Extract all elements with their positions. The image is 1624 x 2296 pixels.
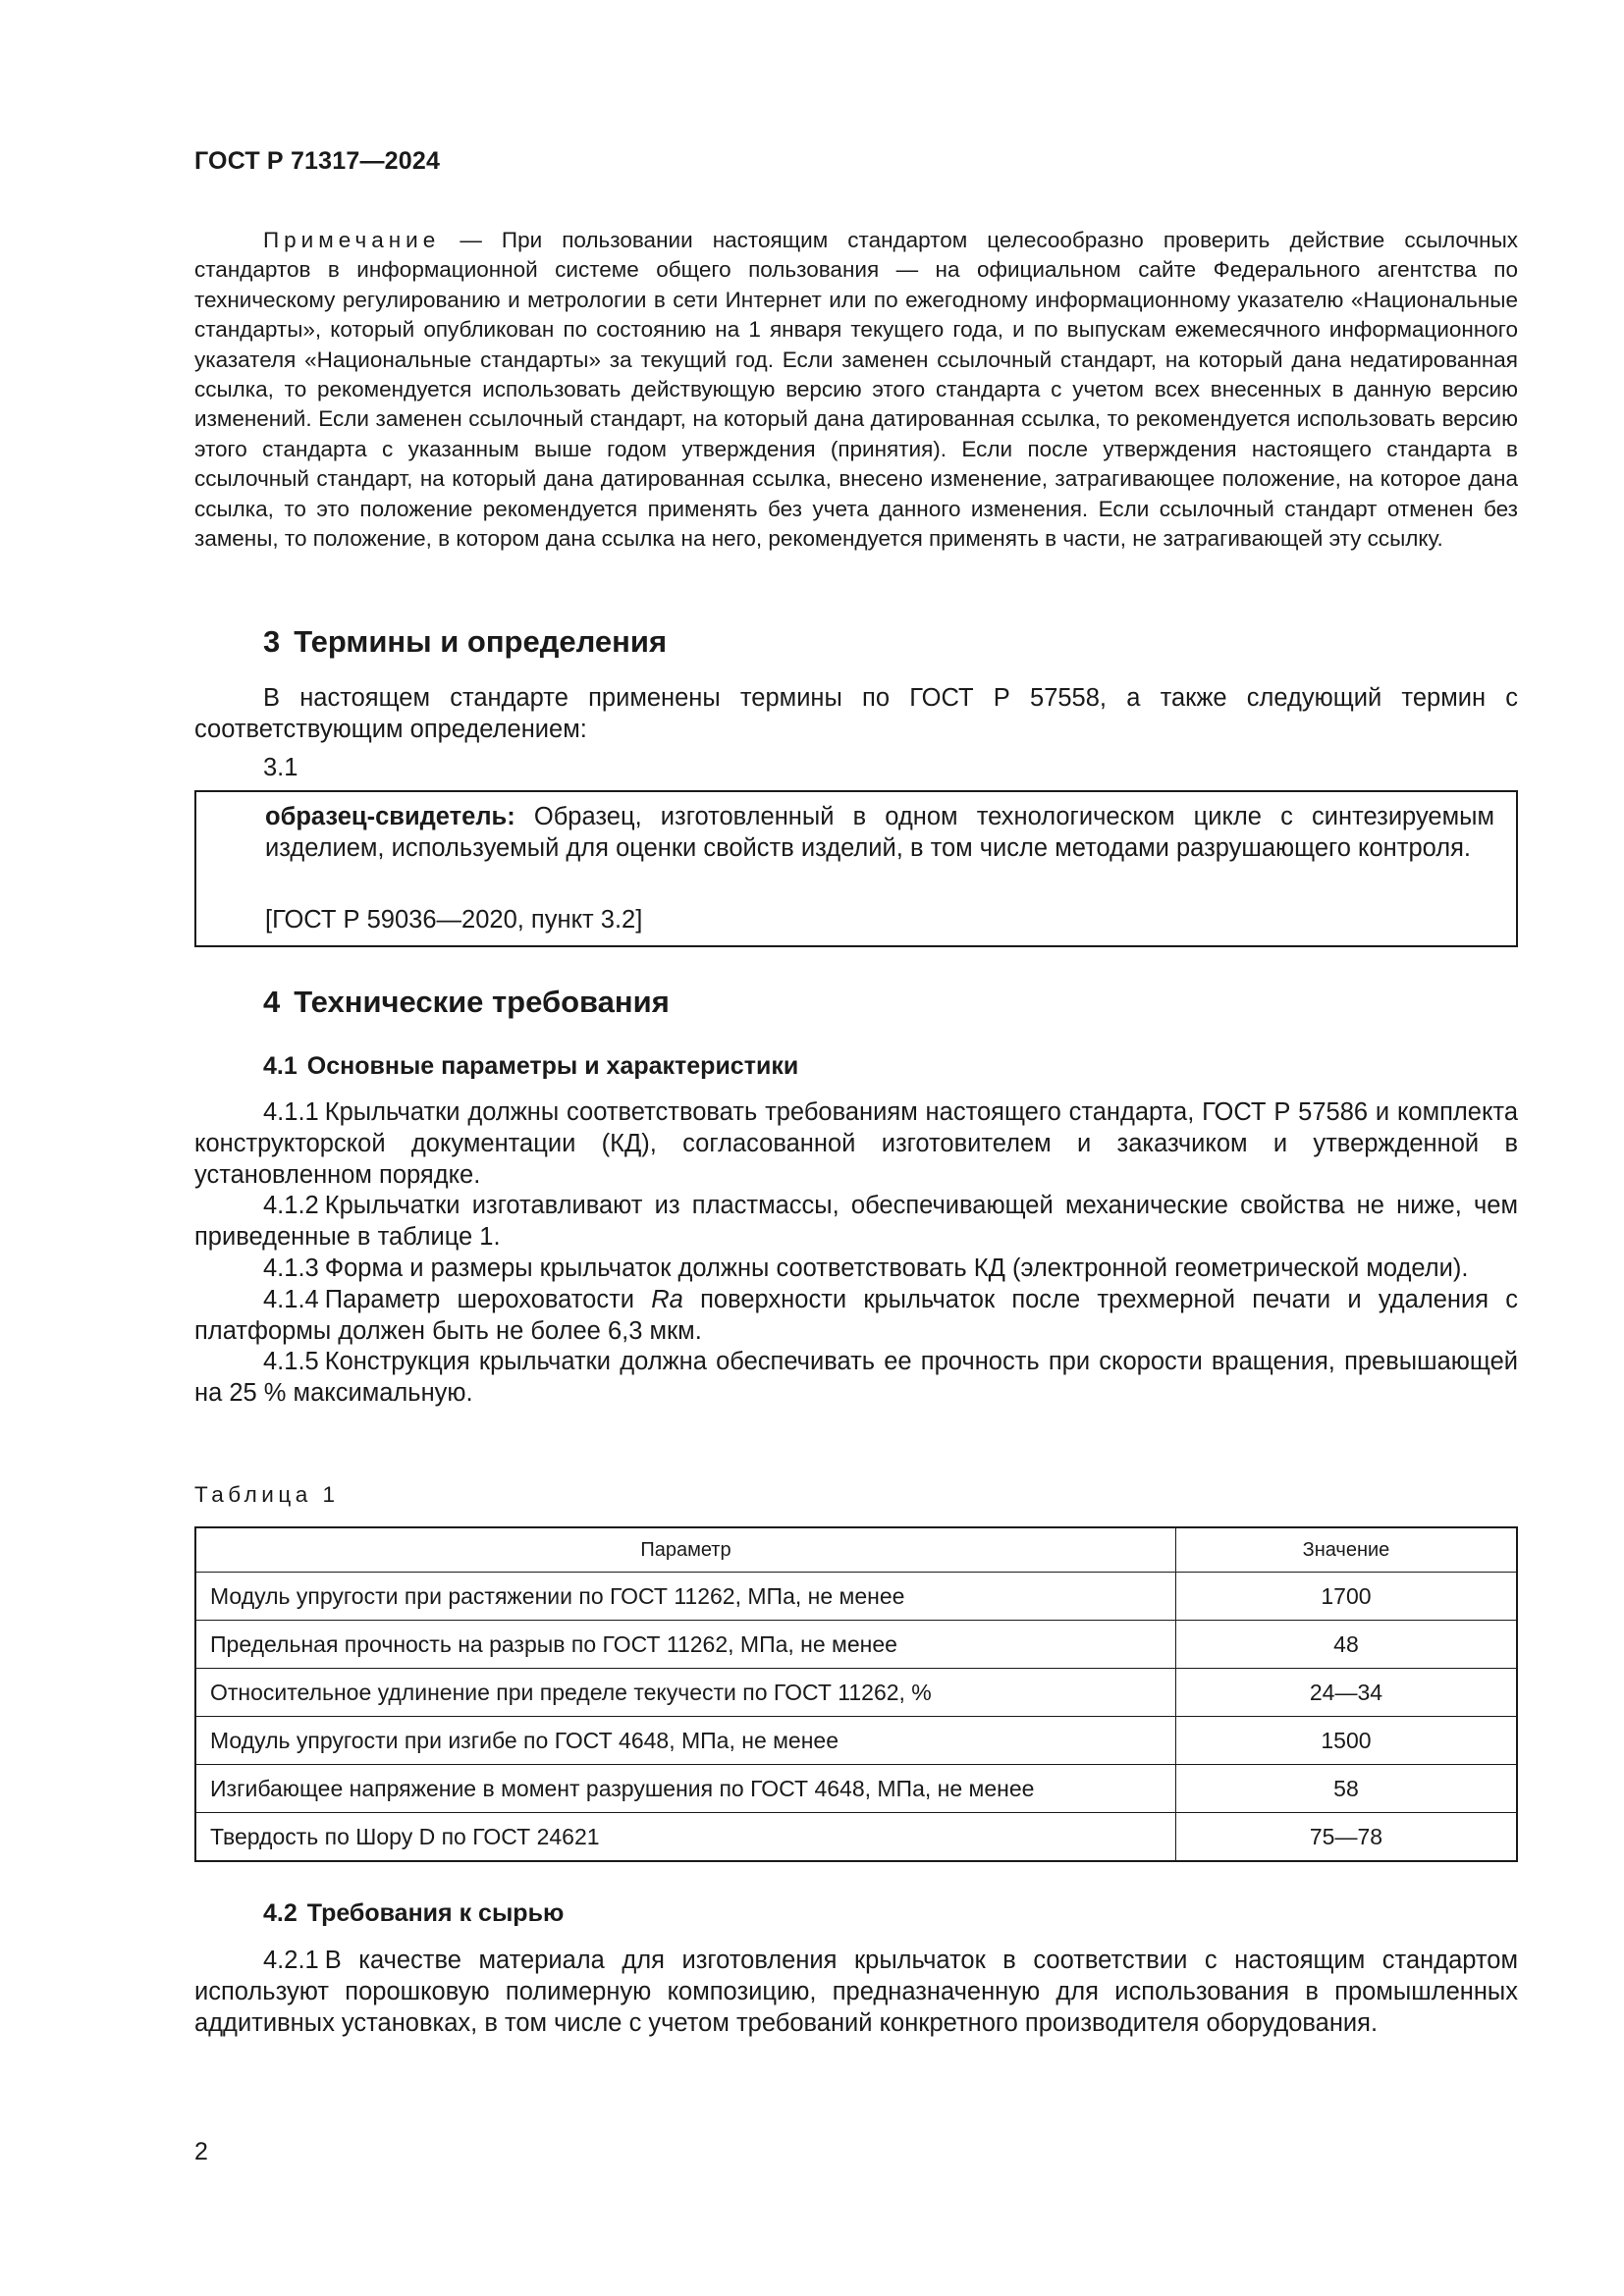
header-value: Значение (1175, 1527, 1517, 1573)
subsection-4-2-heading (263, 1899, 564, 1928)
table-header-row (195, 1527, 1517, 1573)
term-name: образец-свидетель: (265, 803, 515, 830)
subsection-title: Основные параметры и характеристики (306, 1052, 799, 1080)
section-4-1-paragraphs (194, 1097, 1518, 1410)
reference-note (194, 226, 1518, 554)
table-row (195, 1813, 1517, 1862)
paragraph-text: В качестве материала для изготовления крыльчаток в соответствии с настоящим стандартом используют порошковую полимерную композицию, предназначенную для использования в промышленных аддитивных установках, в том числе с учетом требований конкретного производителя оборудования. (194, 1947, 1518, 2037)
note-text: — При пользовании настоящим стандартом целесообразно проверить действие ссылочных стандартов в информационной системе общего пользования — на официальном сайте Федерального агентства по техническому регулированию и метрологии в сети Интернет или по ежегодному информационному указателю «Национальные стандарты», который опубликован по состоянию на 1 января текущего года, и по выпускам ежемесячного информационного указателя «Национальные стандарты» за текущий год. Если заменен ссылочный стандарт, на который дана недатированная ссылка, то рекомендуется использовать действующую версию этого стандарта с учетом всех внесенных в данную версию изменений. Если заменен ссылочный стандарт, на который дана датированная ссылка, то рекомендуется использовать версию этого стандарта с указанным выше годом утверждения (принятия). Если после утверждения настоящего стандарта в ссылочный стандарт, на который дана датированная ссылка, внесено изменение, затрагивающее положение, на которое дана ссылка, то это положение рекомендуется применять без учета данного изменения. Если ссылочный стандарт отменен без замены, то положение, в котором дана ссылка на него, рекомендуется применять в части, не затрагивающей эту ссылку. (194, 228, 1518, 552)
table-row (195, 1765, 1517, 1813)
paragraph-number: 4.1.5 (263, 1348, 319, 1376)
paragraph-text: Форма и размеры крыльчаток должны соответствовать КД (электронной геометрической модели). (324, 1254, 1469, 1282)
term-definition-box (194, 790, 1518, 947)
section-4-2-paragraph (194, 1946, 1518, 2039)
paragraph-number: 4.1.1 (263, 1098, 319, 1126)
parameter-cell: Предельная прочность на разрыв по ГОСТ 11262, МПа, не менее (195, 1621, 1175, 1669)
subsection-number: 4.2 (263, 1899, 298, 1927)
parameter-cell: Изгибающее напряжение в момент разрушения по ГОСТ 4648, МПа, не менее (195, 1765, 1175, 1813)
paragraph-4-1-2 (194, 1191, 1518, 1254)
value-cell: 58 (1175, 1765, 1517, 1813)
table-row (195, 1669, 1517, 1717)
paragraph-number: 4.1.4 (263, 1285, 319, 1313)
paragraph-4-1-5 (194, 1347, 1518, 1410)
subsection-4-1-heading (263, 1052, 798, 1081)
header-parameter: Параметр (195, 1527, 1175, 1573)
term-definition (265, 802, 1494, 865)
parameter-cell: Относительное удлинение при пределе текучести по ГОСТ 11262, % (195, 1669, 1175, 1717)
note-label: Примечание (263, 228, 441, 252)
parameter-cell: Модуль упругости при растяжении по ГОСТ 11262, МПа, не менее (195, 1573, 1175, 1621)
value-cell: 24—34 (1175, 1669, 1517, 1717)
parameter-cell: Твердость по Шору D по ГОСТ 24621 (195, 1813, 1175, 1862)
section-title: Технические требования (294, 985, 670, 1019)
document-id: ГОСТ Р 71317—2024 (194, 147, 441, 175)
section-title: Термины и определения (294, 624, 668, 659)
section-3-heading (263, 624, 667, 660)
properties-table (194, 1526, 1518, 1862)
paragraph-text: Крыльчатки должны соответствовать требованиям настоящего стандарта, ГОСТ Р 57586 и комплекта конструкторской документации (КД), согласованной изготовителем и заказчиком и утвержденной в установленном порядке. (194, 1098, 1518, 1189)
term-source: [ГОСТ Р 59036—2020, пункт 3.2] (265, 906, 643, 934)
section-number: 3 (263, 624, 281, 659)
section-4-heading (263, 985, 670, 1020)
table-row (195, 1717, 1517, 1765)
section-number: 4 (263, 985, 281, 1019)
subsection-title: Требования к сырью (306, 1899, 565, 1927)
paragraph-text: Конструкция крыльчатки должна обеспечивать ее прочность при скорости вращения, превышающей на 25 % максимальную. (194, 1348, 1518, 1408)
table-row (195, 1573, 1517, 1621)
roughness-symbol: Ra (651, 1285, 683, 1313)
section-3-intro (194, 683, 1518, 746)
paragraph-4-2-1 (194, 1946, 1518, 2039)
intro-paragraph: В настоящем стандарте применены термины по ГОСТ Р 57558, а также следующий термин с соответствующим определением: (194, 684, 1518, 743)
value-cell: 1500 (1175, 1717, 1517, 1765)
paragraph-text: Крыльчатки изготавливают из пластмассы, обеспечивающей механические свойства не ниже, чем приведенные в таблице 1. (194, 1192, 1518, 1252)
paragraph-4-1-4 (194, 1285, 1518, 1348)
value-cell: 1700 (1175, 1573, 1517, 1621)
paragraph-number: 4.1.2 (263, 1192, 319, 1220)
paragraph-number: 4.2.1 (263, 1947, 319, 1974)
table-caption: Таблица 1 (194, 1482, 340, 1507)
value-cell: 48 (1175, 1621, 1517, 1669)
value-cell: 75—78 (1175, 1813, 1517, 1862)
paragraph-4-1-1 (194, 1097, 1518, 1191)
paragraph-text: Параметр шероховатости (324, 1285, 652, 1313)
parameter-cell: Модуль упругости при изгибе по ГОСТ 4648, МПа, не менее (195, 1717, 1175, 1765)
page-number: 2 (194, 2138, 208, 2165)
subsection-number: 4.1 (263, 1052, 298, 1080)
table-row (195, 1621, 1517, 1669)
term-definition-text: Образец, изготовленный в одном технологическом цикле с синтезируемым изделием, используемый для оценки свойств изделий, в том числе методами разрушающего контроля. (265, 803, 1494, 862)
term-number: 3.1 (263, 754, 298, 781)
paragraph-text: поверхности крыльчаток после трехмерной печати и удаления с платформы должен быть не более 6,3 мкм. (194, 1285, 1518, 1345)
paragraph-4-1-3 (194, 1254, 1518, 1285)
paragraph-number: 4.1.3 (263, 1254, 319, 1282)
